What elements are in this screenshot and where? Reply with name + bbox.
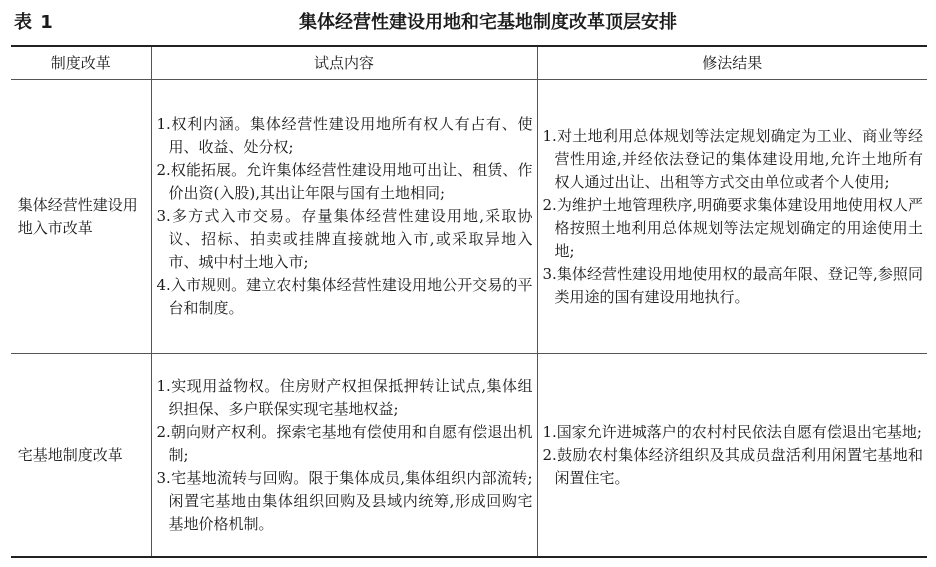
pilot-cell bbox=[151, 80, 537, 354]
table-number: 表 1 bbox=[14, 12, 54, 33]
header-pilot: 试点内容 bbox=[151, 46, 537, 80]
pilot-item: 3.多方式入市交易。存量集体经营性建设用地,采取协议、招标、拍卖或挂牌直接就地入市,或采取异地入市、城中村土地入市; bbox=[156, 207, 533, 271]
reform-cell bbox=[11, 80, 151, 354]
result-item: 3.集体经营性建设用地使用权的最高年限、登记等,参照同类用途的国有建设用地执行。 bbox=[542, 264, 923, 306]
pilot-item: 1.权利内涵。集体经营性建设用地所有权人有占有、使用、收益、处分权; bbox=[156, 115, 533, 156]
pilot-item: 1.实现用益物权。住房财产权担保抵押转让试点,集体组织担保、多户联保实现宅基地权益; bbox=[156, 376, 533, 418]
reform-name: 宅基地制度改革 bbox=[17, 445, 123, 464]
pilot-cell bbox=[151, 354, 537, 558]
title-row bbox=[0, 6, 936, 38]
result-cell bbox=[537, 354, 927, 558]
header-row bbox=[11, 46, 927, 80]
pilot-item: 4.入市规则。建立农村集体经营性建设用地公开交易的平台和制度。 bbox=[156, 276, 533, 317]
table-row bbox=[11, 80, 927, 354]
pilot-item: 2.权能拓展。允许集体经营性建设用地可出让、租赁、作价出资(入股),其出让年限与国有土地相同; bbox=[156, 161, 533, 202]
result-item: 1.国家允许进城落户的农村村民依法自愿有偿退出宅基地; bbox=[542, 422, 922, 441]
result-cell bbox=[537, 80, 927, 354]
result-item: 2.为维护土地管理秩序,明确要求集体建设用地使用权人严格按照土地利用总体规划等法定规划确定的用途使用土地; bbox=[542, 195, 923, 260]
result-item: 2.鼓励农村集体经济组织及其成员盘活利用闲置宅基地和闲置住宅。 bbox=[542, 445, 923, 487]
reform-name: 集体经营性建设用地入市改革 bbox=[17, 195, 138, 237]
header-result: 修法结果 bbox=[537, 46, 927, 80]
header-reform: 制度改革 bbox=[11, 46, 151, 80]
table-title: 集体经营性建设用地和宅基地制度改革顶层安排 bbox=[299, 12, 677, 33]
table-row bbox=[11, 354, 927, 558]
reform-table bbox=[11, 45, 927, 558]
pilot-item: 3.宅基地流转与回购。限于集体成员,集体组织内部流转;闲置宅基地由集体组织回购及县域内统筹,形成回购宅基地价格机制。 bbox=[156, 468, 533, 533]
pilot-item: 2.朝向财产权利。探索宅基地有偿使用和自愿有偿退出机制; bbox=[156, 422, 533, 464]
result-item: 1.对土地利用总体规划等法定规划确定为工业、商业等经营性用途,并经依法登记的集体建设用地,允许土地所有权人通过出让、出租等方式交由单位或者个人使用; bbox=[542, 126, 923, 191]
reform-cell bbox=[11, 354, 151, 558]
